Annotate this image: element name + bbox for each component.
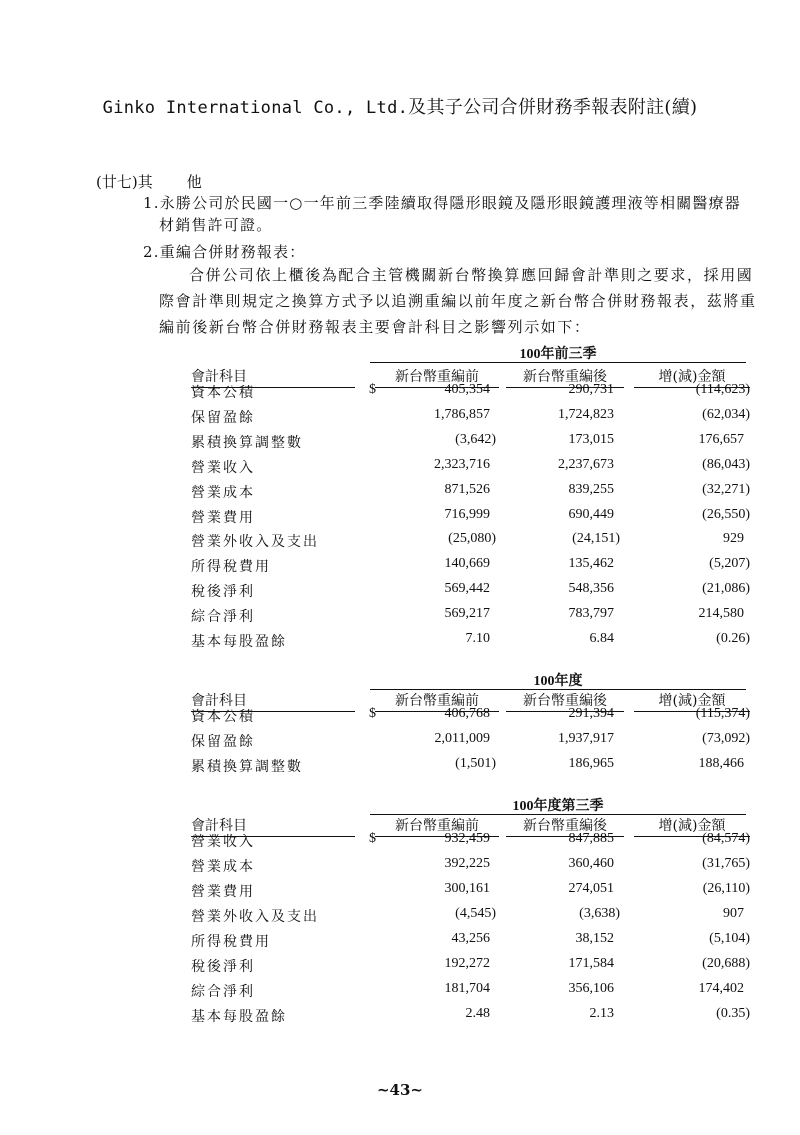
item1-line1: 1.永勝公司於民國一○一年前三季陸續取得隱形眼鏡及隱形眼鏡護理液等相關醫療器: [143, 194, 742, 212]
table-row: [0, 556, 800, 578]
value-before: 192,272: [444, 956, 490, 971]
account-name: 營業費用: [191, 509, 255, 526]
value-diff: (31,765): [702, 856, 750, 871]
value-after: 290,731: [568, 382, 614, 397]
section-title-second: 他: [186, 173, 202, 191]
value-after: (24,151): [572, 531, 620, 547]
currency-symbol: $: [369, 382, 376, 397]
table3-heading: 100年度第三季: [512, 799, 604, 814]
page-header: [0, 93, 800, 119]
value-before: 43,256: [451, 931, 490, 946]
value-after: 2,237,673: [558, 456, 614, 472]
table1-col-account: 會計科目: [191, 366, 355, 388]
value-before: 405,354: [444, 382, 490, 397]
value-diff: (5,104): [709, 931, 750, 946]
value-diff: (0.35): [716, 1006, 750, 1021]
account-name: 稅後淨利: [191, 959, 255, 975]
table-row: [0, 981, 800, 1003]
table3-col-after: 新台幣重編後: [506, 815, 624, 837]
paragraph-line3: 編前後新台幣合併財務報表主要會計科目之影響列示如下：: [159, 318, 591, 336]
account-name: 所得稅費用: [191, 934, 271, 950]
account-name: 保留盈餘: [191, 734, 255, 750]
table-row: [0, 906, 800, 928]
value-diff: (32,271): [702, 481, 750, 497]
table-row: [0, 432, 800, 454]
currency-symbol: $: [369, 831, 376, 846]
table1-col-after: 新台幣重編後: [506, 366, 624, 388]
value-after: 171,584: [568, 956, 614, 971]
account-name: 營業外收入及支出: [191, 909, 319, 925]
paragraph-line2: 際會計準則規定之換算方式予以追溯重編以前年度之新台幣合併財務報表，茲將重: [159, 292, 757, 310]
value-after: 548,356: [568, 581, 614, 597]
account-name: 營業費用: [191, 884, 255, 900]
value-diff: (84,574): [702, 831, 750, 846]
currency-symbol: $: [369, 706, 376, 721]
header-company-name: Ginko International Co., Ltd.: [102, 98, 409, 118]
table3-col-account: 會計科目: [191, 815, 355, 837]
table2-col-after: 新台幣重編後: [506, 690, 624, 712]
account-name: 資本公積: [191, 385, 255, 401]
value-before: 7.10: [465, 631, 490, 646]
value-diff: (73,092): [702, 731, 750, 746]
value-before: (3,642): [455, 431, 496, 447]
value-before: 181,704: [444, 981, 490, 996]
table-row: [0, 606, 800, 628]
value-after: 38,152: [575, 931, 614, 946]
page-number: ~43~: [376, 1081, 423, 1099]
header-title-suffix: 及其子公司合併財務季報表附註(續): [408, 97, 698, 118]
account-name: 營業收入: [191, 834, 255, 850]
section-heading: [96, 171, 202, 192]
table1-heading-rule: [370, 362, 746, 363]
value-diff: 188,466: [698, 756, 744, 771]
account-name: 綜合淨利: [191, 984, 255, 1000]
value-before: 871,526: [444, 481, 490, 497]
account-name: 基本每股盈餘: [191, 634, 287, 650]
value-diff: (5,207): [709, 556, 750, 572]
paragraph-line1: [159, 262, 759, 288]
value-before: 2,323,716: [434, 456, 490, 472]
account-name: 累積換算調整數: [191, 434, 303, 451]
item2-title: 2.重編合併財務報表：: [143, 243, 306, 261]
item1-line2: 材銷售許可證。: [159, 216, 273, 234]
account-name: 營業成本: [191, 859, 255, 875]
value-after: 1,937,917: [558, 731, 614, 746]
account-name: 基本每股盈餘: [191, 1009, 287, 1025]
section-number: (廿七): [96, 173, 138, 191]
account-name: 綜合淨利: [191, 609, 255, 626]
value-after: 291,394: [568, 706, 614, 721]
table2-col-diff: 增(減)金額: [634, 690, 750, 712]
table-row: [0, 581, 800, 603]
value-after: 6.84: [589, 631, 614, 646]
value-before: 2.48: [465, 1006, 490, 1021]
value-after: 783,797: [568, 606, 614, 622]
value-diff: (114,623): [695, 382, 750, 397]
account-name: 保留盈餘: [191, 409, 255, 426]
value-before: 392,225: [444, 856, 490, 871]
table-row: [0, 706, 800, 728]
table2-heading: 100年度: [533, 674, 583, 689]
value-diff: 929: [723, 531, 744, 547]
value-before: (4,545): [455, 906, 496, 921]
value-before: 569,442: [444, 581, 490, 597]
table-row: [0, 507, 800, 529]
value-diff: 174,402: [698, 981, 744, 996]
table-row: [0, 856, 800, 878]
value-diff: (62,034): [702, 406, 750, 422]
account-name: 稅後淨利: [191, 584, 255, 601]
value-after: 135,462: [568, 556, 614, 572]
table-row: [0, 382, 800, 404]
account-name: 營業成本: [191, 484, 255, 501]
value-before: 716,999: [444, 506, 490, 522]
table-row: [0, 407, 800, 429]
value-diff: 907: [723, 906, 744, 921]
value-diff: (86,043): [702, 456, 750, 472]
paragraph-line1-text: 合併公司依上櫃後為配合主管機關新台幣換算應回歸會計準則之要求，採用國: [189, 266, 754, 284]
table1-col-before: 新台幣重編前: [375, 366, 499, 388]
table-row: [0, 881, 800, 903]
value-diff: (20,688): [702, 956, 750, 971]
value-before: (1,501): [455, 756, 496, 771]
table-row: [0, 756, 800, 778]
account-name: 所得稅費用: [191, 559, 271, 576]
value-diff: (26,550): [702, 506, 750, 522]
account-name: 資本公積: [191, 709, 255, 725]
value-diff: 176,657: [698, 431, 744, 447]
value-after: 186,965: [568, 756, 614, 771]
value-before: 932,459: [444, 831, 490, 846]
value-after: 274,051: [568, 881, 614, 896]
account-name: 營業外收入及支出: [191, 534, 319, 551]
table-row: [0, 1006, 800, 1028]
value-before: (25,080): [448, 531, 496, 547]
value-before: 1,786,857: [434, 406, 490, 422]
value-diff: 214,580: [698, 606, 744, 622]
value-after: 839,255: [568, 481, 614, 497]
value-after: (3,638): [579, 906, 620, 921]
value-before: 2,011,009: [434, 731, 490, 746]
table-row: [0, 956, 800, 978]
table-row: [0, 482, 800, 504]
table-row: [0, 457, 800, 479]
value-before: 140,669: [444, 556, 490, 572]
table2-col-before: 新台幣重編前: [375, 690, 499, 712]
value-after: 1,724,823: [558, 406, 614, 422]
account-name: 累積換算調整數: [191, 759, 303, 775]
value-before: 569,217: [444, 606, 490, 622]
table-row: [0, 931, 800, 953]
value-after: 173,015: [568, 431, 614, 447]
value-after: 360,460: [568, 856, 614, 871]
value-before: 406,768: [444, 706, 490, 721]
account-name: 營業收入: [191, 459, 255, 476]
table-row: [0, 531, 800, 553]
value-diff: (115,374): [695, 706, 750, 721]
table3-col-diff: 增(減)金額: [634, 815, 750, 837]
value-diff: (26,110): [702, 881, 750, 896]
value-after: 2.13: [589, 1006, 614, 1021]
table-row: [0, 631, 800, 653]
value-after: 356,106: [568, 981, 614, 996]
value-after: 690,449: [568, 506, 614, 522]
table3-col-before: 新台幣重編前: [375, 815, 499, 837]
section-title-first: 其: [137, 173, 153, 191]
value-diff: (0.26): [716, 631, 750, 646]
value-diff: (21,086): [702, 581, 750, 597]
value-before: 300,161: [444, 881, 490, 896]
table1-col-diff: 增(減)金額: [634, 366, 750, 388]
table2-col-account: 會計科目: [191, 690, 355, 712]
table1-heading: 100年前三季: [519, 347, 597, 362]
value-after: 847,885: [568, 831, 614, 846]
table-row: [0, 731, 800, 753]
table-row: [0, 831, 800, 853]
